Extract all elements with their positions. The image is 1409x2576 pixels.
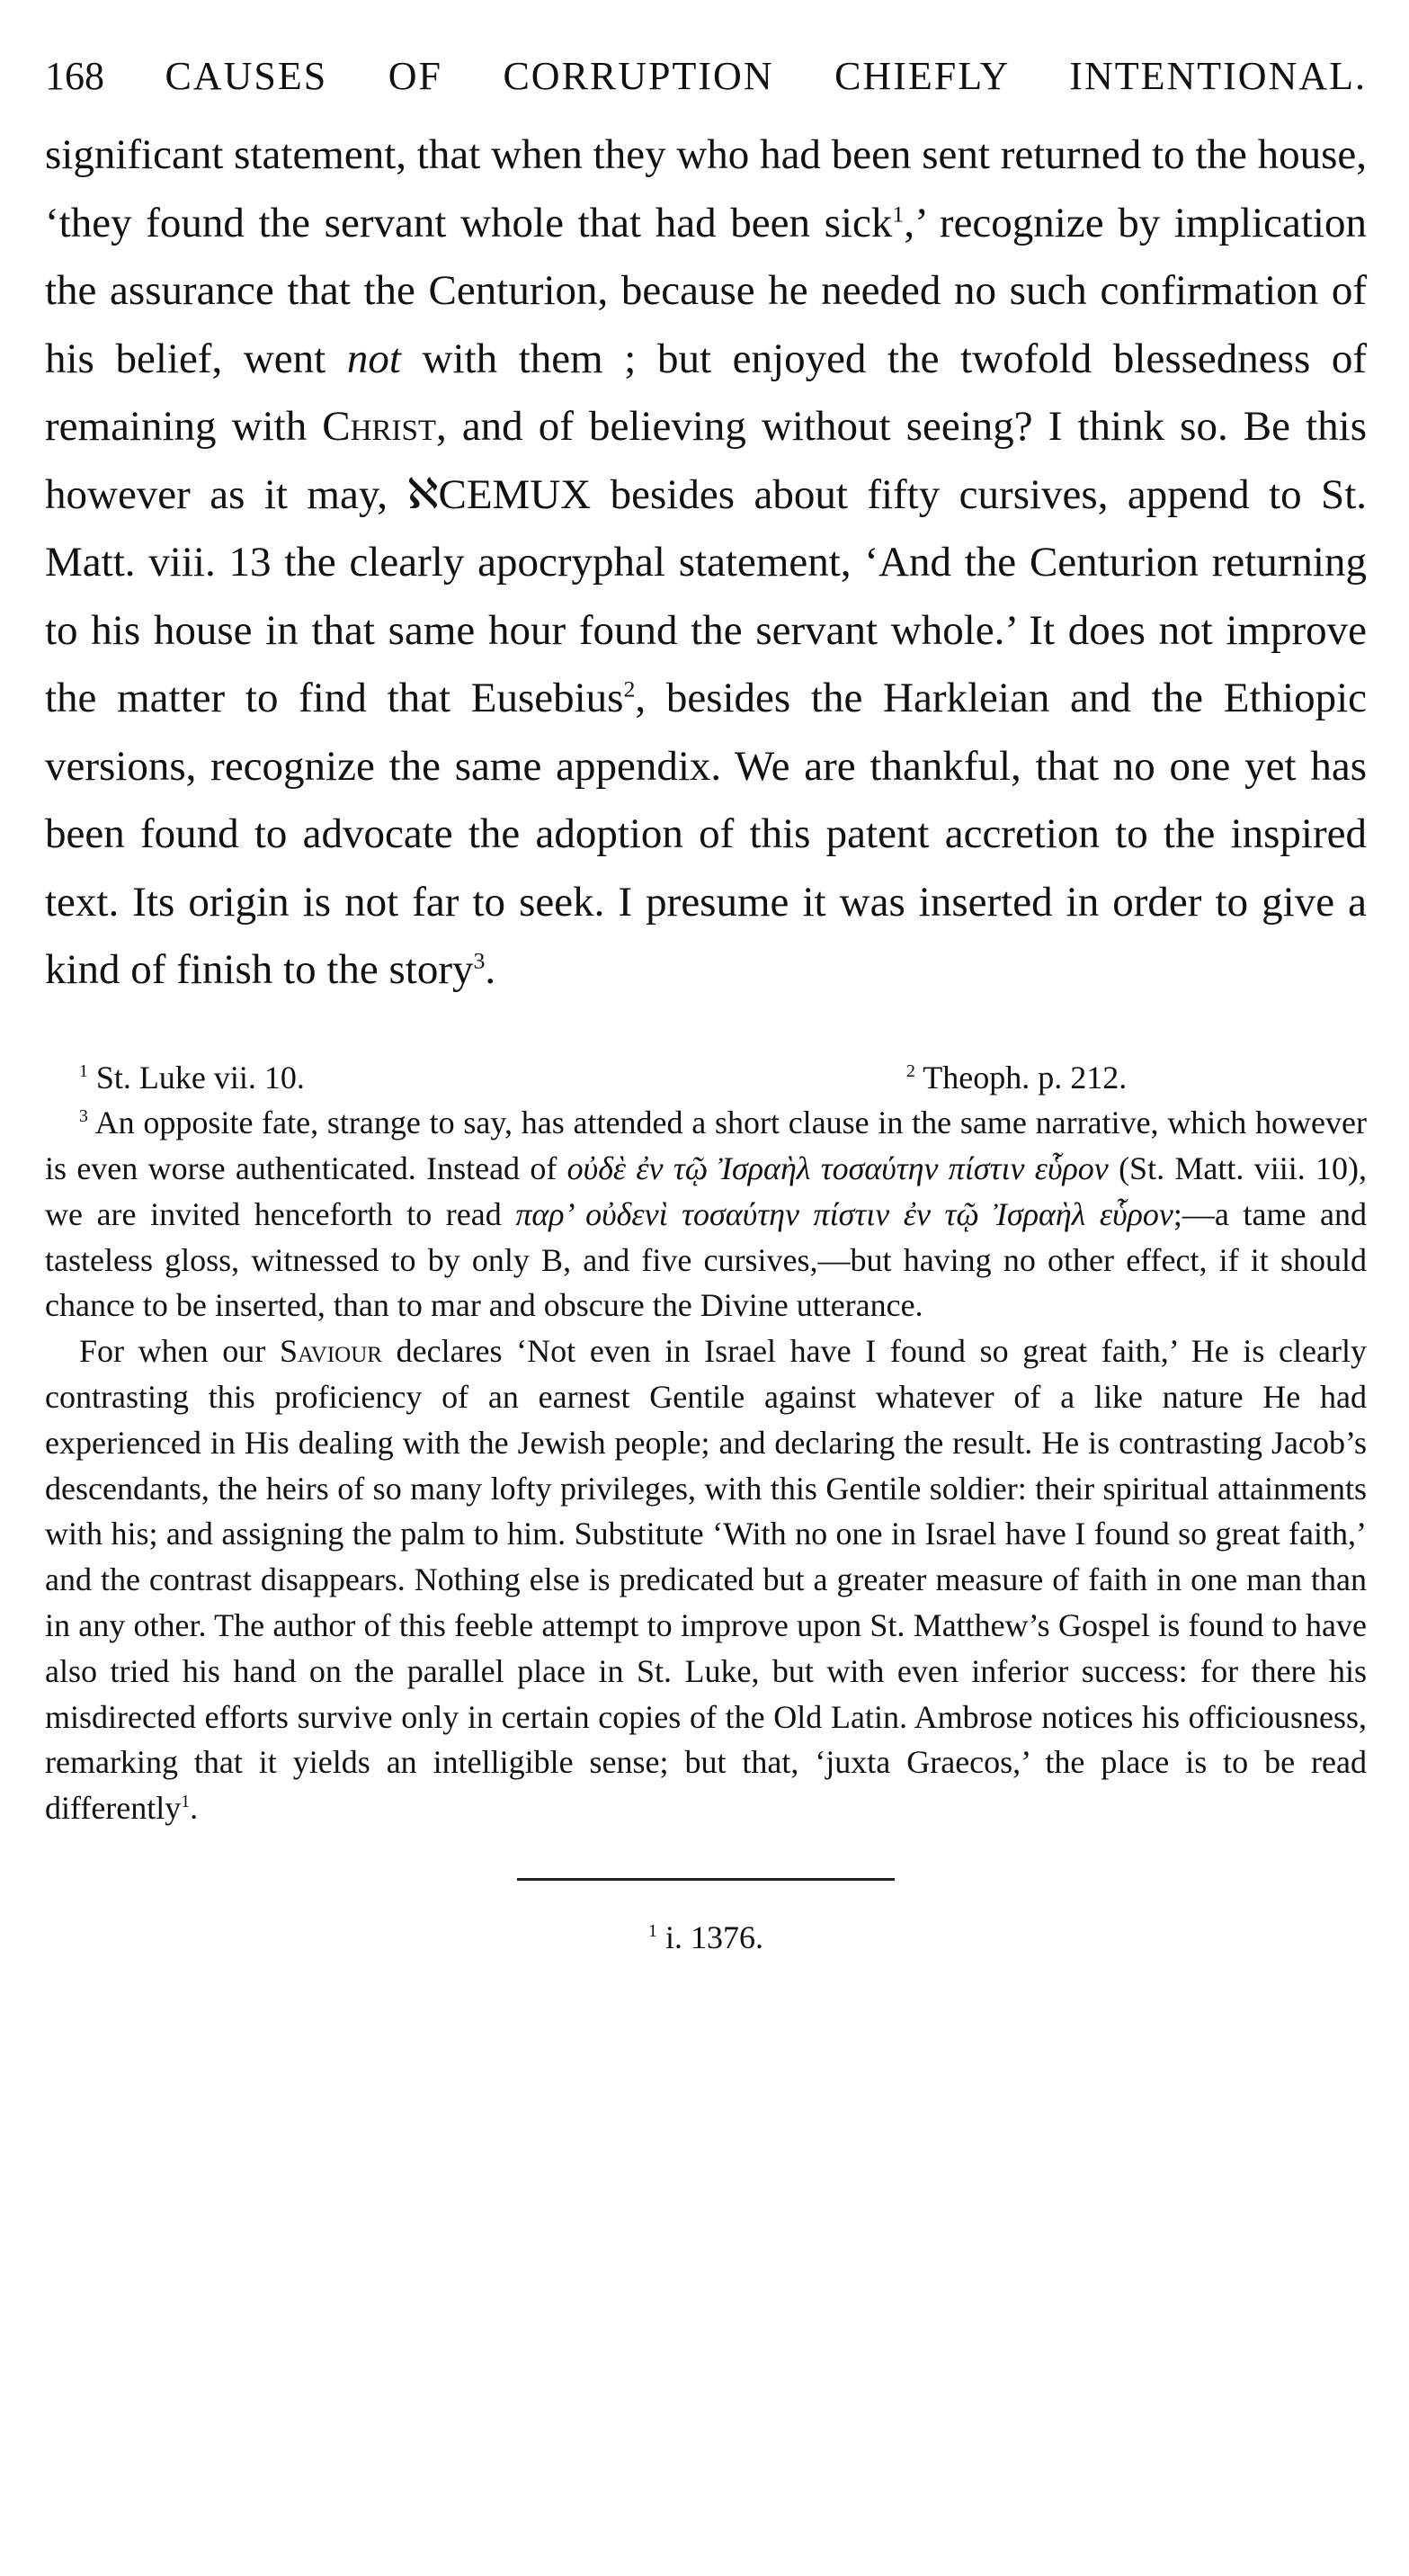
- text-span: ,’ recognize by implication the assurance that the Centurion, because he needed no such confirmation of his belief, went: [45, 199, 1367, 382]
- text-span: significant statement, that when they who had been sent returned to the house, ‘they found the servant whole that had been sick: [45, 131, 1367, 246]
- footnote-2: [906, 1055, 1127, 1101]
- page-number: 168: [45, 54, 104, 98]
- footnote-refs-row: [45, 1055, 1367, 1101]
- footnote-3: [45, 1100, 1367, 1328]
- footnote-text: i. 1376.: [664, 1919, 763, 1956]
- footnote-marker: 3: [79, 1106, 88, 1127]
- footnote-1: [79, 1055, 906, 1101]
- footnote-ref-sub-1: 1: [181, 1792, 191, 1812]
- greek-quote-2: παρ’ οὐδενὶ τοσαύτην πίστιν ἐν τῷ Ἰσραὴλ εὗρον: [515, 1195, 1173, 1232]
- footnote-marker: 2: [906, 1060, 915, 1081]
- text-span: declares ‘Not even in Israel have I found so great faith,’ He is clearly contrasting this proficiency of an earnest Gentile against whatever of a like nature He had experienced in His dealing with the Jewish people; and declaring the result. He is contrasting Jacob’s descendants, the heirs of so many lofty privileges, with this Gentile soldier: their spiritual attainments with his; and assigning the palm to him. Substitute ‘With no one in Israel have I found so great faith,’ and the contrast disappears. Nothing else is predicated but a greater measure of faith in one man than in any other. The author of this feeble attempt to improve upon St. Matthew’s Gospel is found to have also tried his hand on the parallel place in St. Luke, but with even inferior success: for there his misdirected efforts survive only in certain copies of the Old Latin. Ambrose notices his officiousness, remarking that it yields an intelligible sense; but that, ‘juxta Graecos,’ the place is to be read differently: [45, 1333, 1367, 1827]
- text-span: , and of believing without seeing? I think so. Be this however as it may, ℵCEMUX besides about fifty cursives, append to St. Matt. viii. 13 the clearly apocryphal statement, ‘And the Centurion returning to his house in that same hour found the servant whole.’ It does not improve the matter to find that Eusebius: [45, 403, 1367, 721]
- footnote-marker: 1: [648, 1921, 657, 1942]
- footnote-divider: [517, 1878, 895, 1881]
- sub-footnote: [45, 1915, 1367, 1960]
- footnote-ref-3: 3: [473, 947, 486, 974]
- running-title: CAUSES OF CORRUPTION CHIEFLY INTENTIONAL.: [165, 54, 1367, 98]
- footnotes: [45, 1055, 1367, 1832]
- text-span: ;—a tame and tasteless gloss, witnessed to by only B, and five cursives,—but having no other effect, if it should chance to be inserted, than to mar and obscure the Divine utterance.: [45, 1195, 1367, 1324]
- text-span: with them ; but enjoyed the twofold blessedness of remaining with: [45, 335, 1368, 450]
- text-span: An opposite fate, strange to say, has attended a short clause in the same narrative, which however is even worse authenticated. Instead of: [45, 1105, 1367, 1187]
- main-text: [45, 121, 1367, 1005]
- footnote-ref-2: 2: [623, 675, 636, 702]
- footnote-text: Theoph. p. 212.: [923, 1059, 1128, 1096]
- running-head: [45, 49, 1367, 103]
- text-span: .: [485, 946, 496, 993]
- small-caps-saviour: Saviour: [279, 1333, 382, 1370]
- small-caps-christ: Christ: [322, 403, 436, 450]
- page: [45, 49, 1367, 1960]
- text-span: , besides the Harkleian and the Ethiopic versions, recognize the same appendix. We are thankful, that no one yet has been found to advocate the adoption of this patent accretion to the inspired text. Its origin is not far to seek. I presume it was inserted in order to give a kind of finish to the story: [45, 675, 1367, 993]
- greek-quote-1: οὐδὲ ἐν τῷ Ἰσραὴλ τοσαύτην πίστιν εὗρον: [566, 1150, 1109, 1187]
- text-span: .: [190, 1790, 199, 1827]
- main-paragraph: [45, 121, 1367, 1005]
- text-span: (St. Matt. viii. 10), we are invited henceforth to read: [45, 1150, 1367, 1232]
- footnote-3-continued: [45, 1328, 1367, 1831]
- emphasis-not: not: [346, 335, 401, 382]
- footnote-marker: 1: [79, 1060, 88, 1081]
- footnote-ref-1: 1: [892, 200, 905, 227]
- footnote-text: St. Luke vii. 10.: [95, 1059, 305, 1096]
- text-span: For when our: [79, 1333, 280, 1370]
